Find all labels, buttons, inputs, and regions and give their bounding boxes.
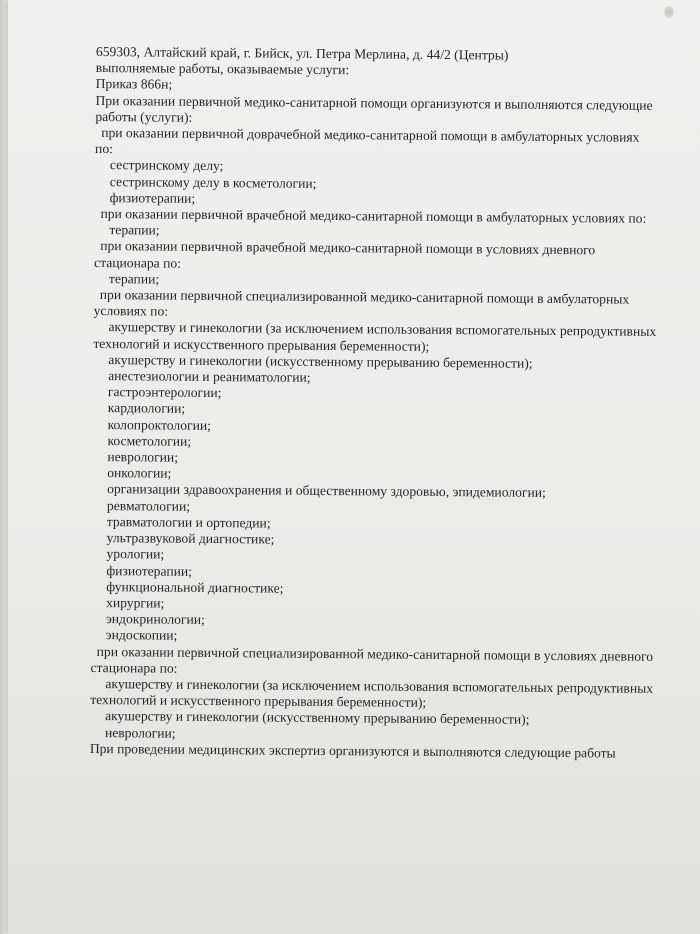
document-line: акушерству и гинекологии (за исключением использования вспомогательных репродуктивных [105,676,654,696]
document-line: стационара по: [90,659,178,676]
document-line: физиотерапии; [106,562,193,579]
document-line: кардиологии; [107,400,186,417]
document-line: урологии; [106,546,165,562]
document-line: При проведении медицинских экспертиз организуются и выполняются следующие работы [89,740,616,761]
document-line: сестринскому делу; [109,157,224,174]
document-line: онкологии; [107,465,172,481]
document-line: колопроктологии; [107,416,212,433]
document-line: анестезиологии и реаниматологии; [108,368,311,385]
document-line: акушерству и гинекологии (искусственному прерыванию беременности); [105,708,530,728]
document-line: ревматологии; [106,497,191,514]
document-line: физиотерапии; [109,189,196,206]
paper-punch-hole [664,6,674,18]
document-line: стационара по: [94,254,182,271]
document-line: при оказании первичной специализированной медико-санитарной помощи в амбулаторных [99,287,630,307]
document-line: При оказании первичной медико-санитарной помощи организуются и выполняются следующие [95,92,653,113]
document-line: неврологии; [107,449,179,465]
document-line: гастроэнтерологии; [107,384,222,401]
document-line: при оказании первичной врачебной медико-санитарной помощи в условиях дневного [100,238,596,258]
document-line: терапии; [108,270,160,287]
document-line: при оказании первичной врачебной медико-санитарной помощи в амбулаторных условиях по: [100,206,647,226]
document-line: эндокринологии; [105,611,205,628]
document-line: Приказ 866н; [95,76,173,93]
document-line: технологий и искусственного прерывания беременности); [90,692,427,711]
document-line: условиях по: [93,303,169,319]
document-line: при оказании первичной доврачебной медико-санитарной помощи в амбулаторных условиях [101,125,640,145]
document-line: при оказании первичной специализированной медико-санитарной помощи в условиях дневного [96,643,654,664]
document-line: акушерству и гинекологии (искусственному прерыванию беременности); [108,351,533,371]
document-line: работы (услуги): [95,108,193,125]
document-line: косметологии; [107,432,192,449]
document-line: ультразвуковой диагностике; [106,530,275,547]
document-line: выполняемые работы, оказываемые услуги: [95,60,350,78]
document-line: по: [95,141,114,157]
document-line: 659303, Алтайский край, г. Бийск, ул. Петра Мерлина, д. 44/2 (Центры) [95,44,509,63]
document-line: эндоскопии; [105,627,178,644]
document-line: травматологии и ортопедии; [106,514,271,531]
document-page [8,0,700,934]
document-line: технологий и искусственного прерывания беременности); [93,335,430,354]
document-line: неврологии; [104,724,176,741]
document-line: организации здравоохранения и общественному здоровью, эпидемиологии; [107,481,546,501]
document-text [90,44,696,762]
document-line: сестринскому делу в косметологии; [109,173,317,191]
document-line: хирургии; [106,595,165,611]
document-line: акушерству и гинекологии (за исключением использования вспомогательных репродуктивных [108,319,657,340]
document-line: терапии; [109,222,160,238]
document-line: функциональной диагностике; [106,578,284,596]
